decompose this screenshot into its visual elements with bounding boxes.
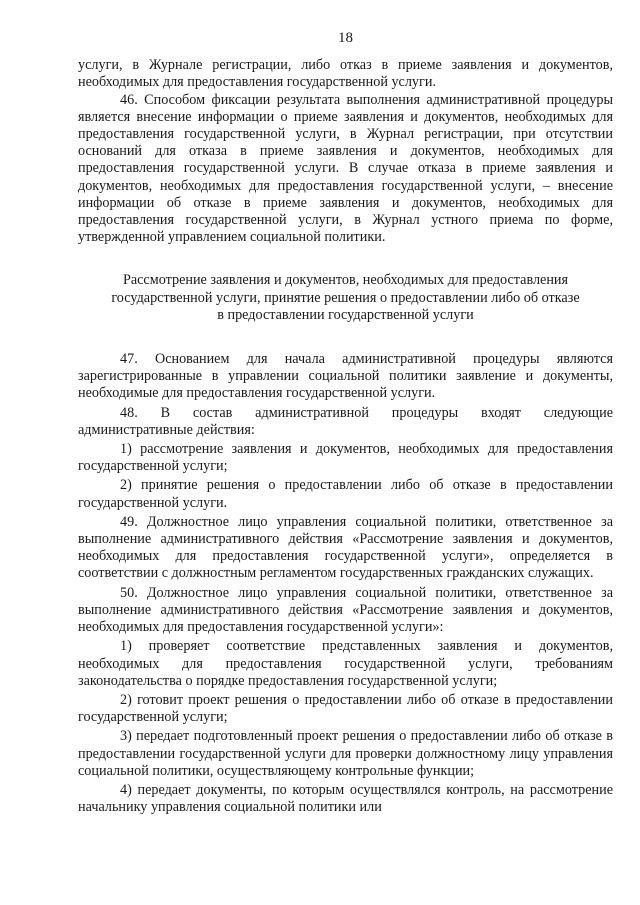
- paragraph-50-item-2: 2) готовит проект решения о предоставлении либо об отказе в предоставлении государственной услуги;: [78, 691, 613, 726]
- paragraph-50: 50. Должностное лицо управления социальной политики, ответственное за выполнение административного действия «Рассмотрение заявления и документов, необходимых для предоставления государственной услуги»:: [78, 584, 613, 636]
- paragraph-45-continuation: услуги, в Журнале регистрации, либо отказ в приеме заявления и документов, необходимых для предоставления государственной услуги.: [78, 57, 613, 91]
- paragraph-50-item-1: 1) проверяет соответствие представленных заявления и документов, необходимых для предоставления государственной услуги, требованиям законодательства о порядке предоставления государственной услуги;: [78, 638, 613, 689]
- page-number: 18: [338, 30, 353, 46]
- section-heading-line-1: Рассмотрение заявления и документов, необходимых для предоставления: [122, 272, 569, 289]
- paragraph-50-item-3: 3) передает подготовленный проект решения о предоставлении либо об отказе в предоставлении государственной услуги для проверки должностному лицу управления социальной политики, осуществляющему контрольные функции;: [78, 728, 613, 779]
- paragraph-46: 46. Способом фиксации результата выполнения административной процедуры является внесение информации о приеме заявления и документов, необходимых для предоставления государственной услуги, в Журнал регистрации, при отсутствии оснований для отказа в приеме заявления и документов, необходимых для предоставления государственной услуги. В случае отказа в приеме заявления и документов, необходимых для предоставления государственной услуги, – внесение информации об отказе в приеме заявления и документов, необходимых для предоставления государственной услуги, в Журнал устного приема по форме, утвержденной управлением социальной политики.: [78, 91, 613, 246]
- paragraph-48: 48. В состав административной процедуры входят следующие административные действия:: [78, 404, 613, 438]
- section-heading: [78, 272, 613, 324]
- paragraph-48-item-2: 2) принятие решения о предоставлении либо об отказе в предоставлении государственной услуги.: [78, 477, 613, 511]
- paragraph-47: 47. Основанием для начала административной процедуры являются зарегистрированные в управлении социальной политики заявление и документы, необходимые для предоставления государственной услуги.: [78, 351, 613, 402]
- document-page: [78, 30, 613, 816]
- paragraph-48-item-1: 1) рассмотрение заявления и документов, необходимых для предоставления государственной услуги;: [78, 441, 613, 475]
- paragraph-49: 49. Должностное лицо управления социальной политики, ответственное за выполнение административного действия «Рассмотрение заявления и документов, необходимых для предоставления государственной услуги», определяется в соответствии с должностным регламентом государственных гражданских служащих.: [78, 513, 613, 582]
- section-heading-line-2: государственной услуги, принятие решения о предоставлении либо об отказе: [111, 289, 580, 306]
- section-heading-line-3: в предоставлении государственной услуги: [217, 306, 474, 323]
- paragraph-50-item-4: 4) передает документы, по которым осуществлялся контроль, на рассмотрение начальнику управления социальной политики или: [78, 781, 613, 816]
